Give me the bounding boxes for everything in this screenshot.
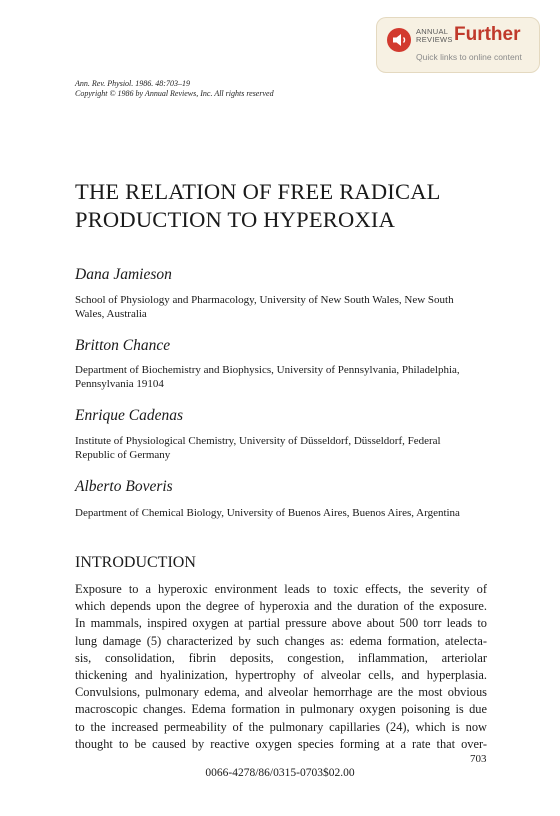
further-banner[interactable]: [376, 17, 540, 73]
banner-reviews-text: REVIEWS: [416, 35, 453, 44]
journal-citation: [75, 79, 274, 99]
body-line: thickening and hyalinization, hypertrophy of alveolar cells, and hyperplasia.: [75, 668, 487, 683]
body-line: macroscopic changes. Edema formation in pulmonary oxygen poisoning is due: [75, 702, 487, 717]
banner-annual-text: ANNUAL: [416, 27, 449, 36]
author-affiliation-1: [75, 293, 490, 321]
body-line: Exposure to a hyperoxic environment leads to toxic effects, the severity of: [75, 582, 487, 596]
body-paragraph: [75, 581, 487, 753]
citation-line-journal: Ann. Rev. Physiol. 1986. 48:703–19: [75, 79, 190, 88]
body-line: In mammals, inspired oxygen at partial pressure above about 500 torr leads to: [75, 616, 487, 631]
author-affiliation-4: [75, 506, 490, 520]
author-affiliation-2: [75, 363, 490, 391]
body-line: sis, consolidation, fibrin deposits, congestion, inflammation, arteriolar: [75, 650, 487, 665]
article-code: 0066-4278/86/0315-0703$02.00: [205, 767, 355, 779]
affiliation-line: Wales, Australia: [75, 308, 147, 320]
body-line: which depends upon the degree of hyperoxia and the duration of the exposure.: [75, 599, 487, 614]
banner-further-text: Further: [454, 24, 521, 45]
author-name-1: Dana Jamieson: [75, 266, 172, 283]
affiliation-line: Department of Chemical Biology, University of Buenos Aires, Buenos Aires, Argentina: [75, 507, 460, 519]
body-line: to the increased permeability of the pulmonary capillaries (24), which is now: [75, 719, 487, 734]
affiliation-line: Pennsylvania 19104: [75, 378, 164, 390]
affiliation-line: School of Physiology and Pharmacology, University of New South Wales, New South: [75, 294, 454, 306]
body-line: thought to be caused by reactive oxygen species forming at a rate that over-: [75, 736, 487, 751]
page-number: 703: [470, 753, 487, 765]
affiliation-line: Department of Biochemistry and Biophysics, University of Pennsylvania, Philadelphia,: [75, 364, 460, 376]
author-affiliation-3: [75, 434, 490, 462]
section-heading: INTRODUCTION: [75, 554, 196, 571]
title-line-2: PRODUCTION TO HYPEROXIA: [75, 207, 396, 232]
author-name-4: Alberto Boveris: [75, 478, 173, 495]
author-name-3: Enrique Cadenas: [75, 407, 184, 424]
affiliation-line: Republic of Germany: [75, 449, 171, 461]
author-name-2: Britton Chance: [75, 337, 171, 354]
body-line: lung damage (5) characterized by such changes as: edema formation, atelecta-: [75, 633, 487, 648]
title-line-1: THE RELATION OF FREE RADICAL: [75, 179, 441, 204]
citation-line-copyright: Copyright © 1986 by Annual Reviews, Inc. All rights reserved: [75, 89, 274, 98]
body-line: Convulsions, pulmonary edema, and alveolar hemorrhage are the most obvious: [75, 685, 487, 700]
article-title: [75, 178, 515, 234]
annual-reviews-logo-icon: [387, 28, 411, 52]
speaker-icon: [387, 28, 411, 52]
affiliation-line: Institute of Physiological Chemistry, University of Düsseldorf, Düsseldorf, Federal: [75, 435, 441, 447]
banner-tagline: Quick links to online content: [416, 52, 522, 62]
